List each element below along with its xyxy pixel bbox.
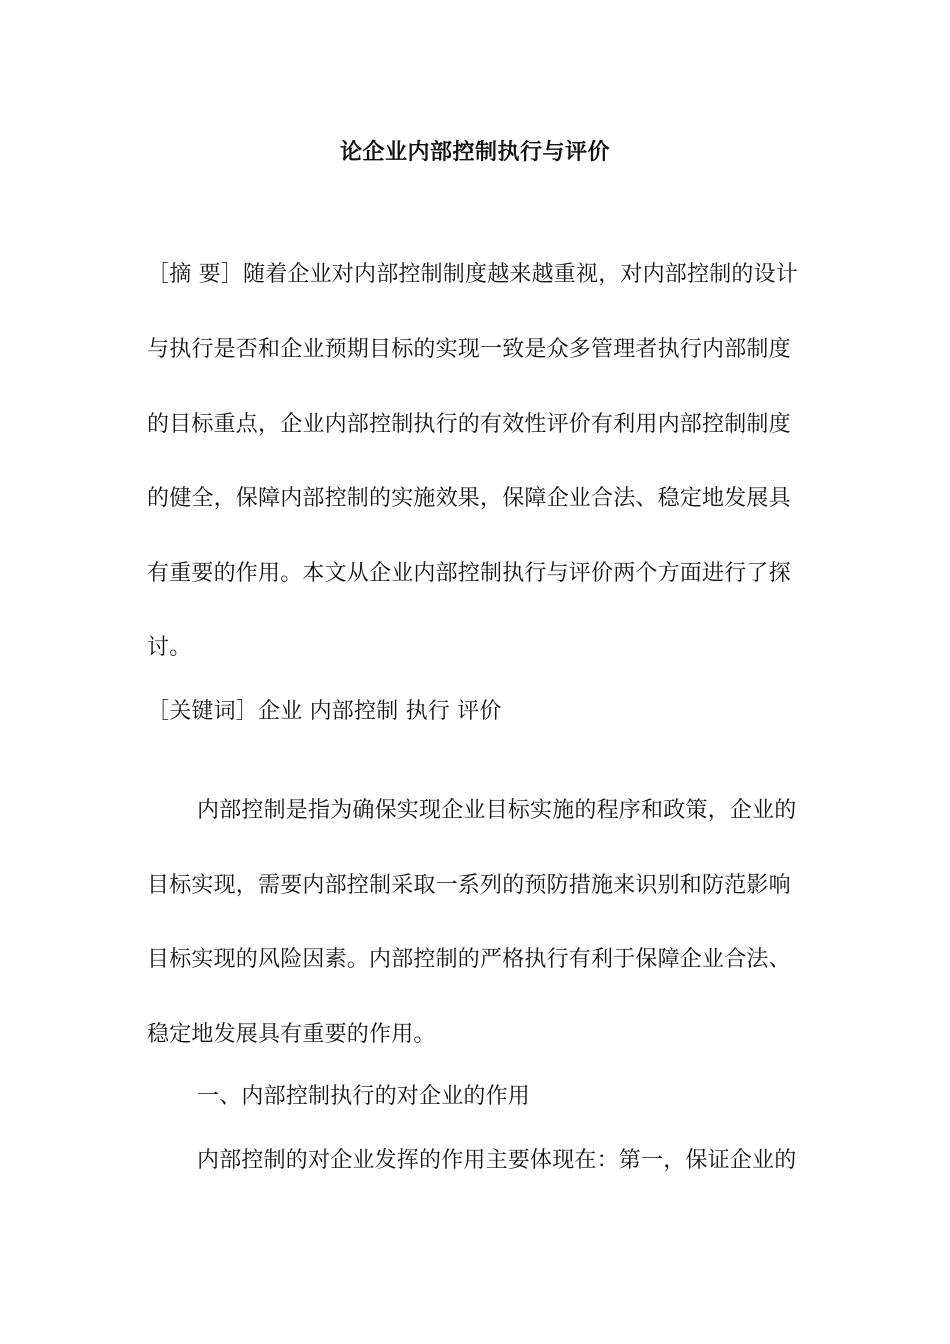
intro-line-1: 内部控制是指为确保实现企业目标实施的程序和政策，企业的 [197, 798, 797, 823]
abstract-line-6: 讨。 [147, 635, 192, 660]
keywords-line: ［关键词］企业 内部控制 执行 评价 [147, 699, 502, 724]
abstract-line-4: 的健全，保障内部控制的实施效果，保障企业合法、稳定地发展具 [147, 486, 791, 511]
section-heading: 一、内部控制执行的对企业的作用 [197, 1084, 531, 1109]
section-paragraph-line-1: 内部控制的对企业发挥的作用主要体现在：第一，保证企业的 [197, 1148, 797, 1173]
intro-line-2: 目标实现，需要内部控制采取一系列的预防措施来识别和防范影响 [147, 873, 791, 898]
intro-line-4: 稳定地发展具有重要的作用。 [147, 1022, 436, 1047]
abstract-line-3: 的目标重点，企业内部控制执行的有效性评价有利用内部控制制度 [147, 412, 791, 437]
abstract-line-5: 有重要的作用。本文从企业内部控制执行与评价两个方面进行了探 [147, 561, 791, 586]
abstract-line-2: 与执行是否和企业预期目标的实现一致是众多管理者执行内部制度 [147, 337, 791, 362]
document-title: 论企业内部控制执行与评价 [339, 139, 610, 165]
abstract-line-1: ［摘 要］随着企业对内部控制制度越来越重视，对内部控制的设计 [147, 262, 798, 287]
intro-line-3: 目标实现的风险因素。内部控制的严格执行有利于保障企业合法、 [147, 947, 791, 972]
